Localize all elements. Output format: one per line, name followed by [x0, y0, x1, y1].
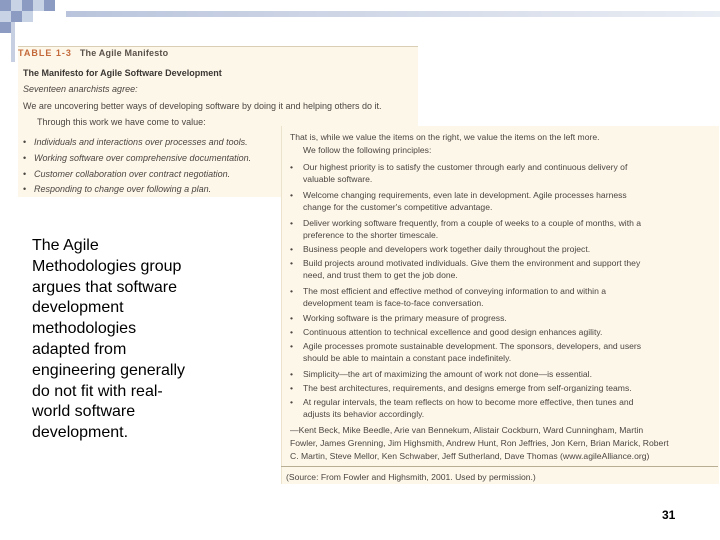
- body-line: development: [32, 299, 124, 317]
- page-number: 31: [662, 508, 676, 522]
- body-line: Methodologies group: [32, 257, 182, 275]
- body-line: world software: [32, 403, 136, 421]
- body-line: development.: [32, 424, 129, 442]
- principle-item: • Simplicity—the art of maximizing the amount of work not done—is essential.: [290, 369, 592, 379]
- body-line: methodologies: [32, 320, 137, 338]
- manifesto-lead: We are uncovering better ways of developing software by doing it and helping others do it.: [23, 101, 382, 111]
- value-item: • Responding to change over following a plan.: [23, 184, 212, 194]
- value-item: • Individuals and interactions over processes and tools.: [23, 137, 248, 147]
- decor-square: [22, 11, 33, 22]
- decor-square: [22, 0, 33, 11]
- body-line: do not fit with real-: [32, 382, 163, 400]
- header-bar: [66, 11, 720, 17]
- right-intro: That is, while we value the items on the right, we value the items on the left more.: [290, 132, 600, 142]
- slide-body-text: [32, 236, 222, 444]
- principle-item-cont: should be able to maintain a constant pace indefinitely.: [303, 353, 512, 363]
- principle-item: • Working software is the primary measure of progress.: [290, 313, 507, 323]
- principle-item: • The best architectures, requirements, and designs emerge from self-organizing teams.: [290, 383, 632, 393]
- principle-item-cont: development team is face-to-face conversation.: [303, 298, 484, 308]
- table-source: (Source: From Fowler and Highsmith, 2001. Used by permission.): [286, 472, 536, 482]
- table-caption: [18, 48, 168, 58]
- body-line: adapted from: [32, 340, 127, 358]
- principle-item: • Welcome changing requirements, even late in development. Agile processes harness: [290, 190, 627, 200]
- values-intro: Through this work we have come to value:: [37, 117, 206, 127]
- principle-item-cont: valuable software.: [303, 174, 373, 184]
- manifesto-intro: Seventeen anarchists agree:: [23, 84, 138, 94]
- principle-item: • Our highest priority is to satisfy the customer through early and continuous delivery of: [290, 162, 628, 172]
- value-item: • Working software over comprehensive documentation.: [23, 153, 252, 163]
- side-bar: [11, 22, 15, 62]
- principle-item: • Business people and developers work together daily throughout the project.: [290, 244, 591, 254]
- principle-item: • At regular intervals, the team reflects on how to become more effective, then tunes and: [290, 397, 634, 407]
- principle-item-cont: change for the customer's competitive advantage.: [303, 202, 493, 212]
- decor-square: [11, 0, 22, 11]
- body-line: The Agile: [32, 237, 99, 254]
- table-number: TABLE 1-3: [18, 48, 72, 58]
- principle-item: • The most efficient and effective method of conveying information to and within a: [290, 286, 607, 296]
- principle-item-cont: adjusts its behavior accordingly.: [303, 409, 425, 419]
- signatories-line: Fowler, James Grenning, Jim Highsmith, Andrew Hunt, Ron Jeffries, Jon Kern, Brian Marick, Robert: [290, 438, 669, 448]
- principles-intro: We follow the following principles:: [303, 145, 432, 155]
- signatories-line: —Kent Beck, Mike Beedle, Arie van Bennekum, Alistair Cockburn, Ward Cunningham, Martin: [290, 425, 644, 435]
- principle-item: • Agile processes promote sustainable development. The sponsors, developers, and users: [290, 341, 642, 351]
- principle-item-cont: need, and trust them to get the job done.: [303, 270, 458, 280]
- decor-square: [33, 0, 44, 11]
- decor-square: [0, 22, 11, 33]
- decor-square: [44, 0, 55, 11]
- table-divider: [281, 466, 718, 467]
- principle-item-cont: preference to the shorter timescale.: [303, 230, 439, 240]
- signatories-line: C. Martin, Steve Mellor, Ken Schwaber, Jeff Sutherland, Dave Thomas (www.agileAlliance.org): [290, 451, 650, 461]
- table-title: The Agile Manifesto: [79, 48, 169, 58]
- manifesto-heading: The Manifesto for Agile Software Development: [23, 68, 222, 78]
- principle-item: • Build projects around motivated individuals. Give them the environment and support they: [290, 258, 641, 268]
- principle-item: • Continuous attention to technical excellence and good design enhances agility.: [290, 327, 603, 337]
- decor-square: [0, 0, 11, 11]
- body-line: engineering generally: [32, 361, 185, 379]
- decor-square: [0, 11, 11, 22]
- principle-item: • Deliver working software frequently, from a couple of weeks to a couple of months, with a: [290, 218, 642, 228]
- body-line: argues that software: [32, 278, 177, 296]
- value-item: • Customer collaboration over contract negotiation.: [23, 169, 231, 179]
- decor-square: [11, 11, 22, 22]
